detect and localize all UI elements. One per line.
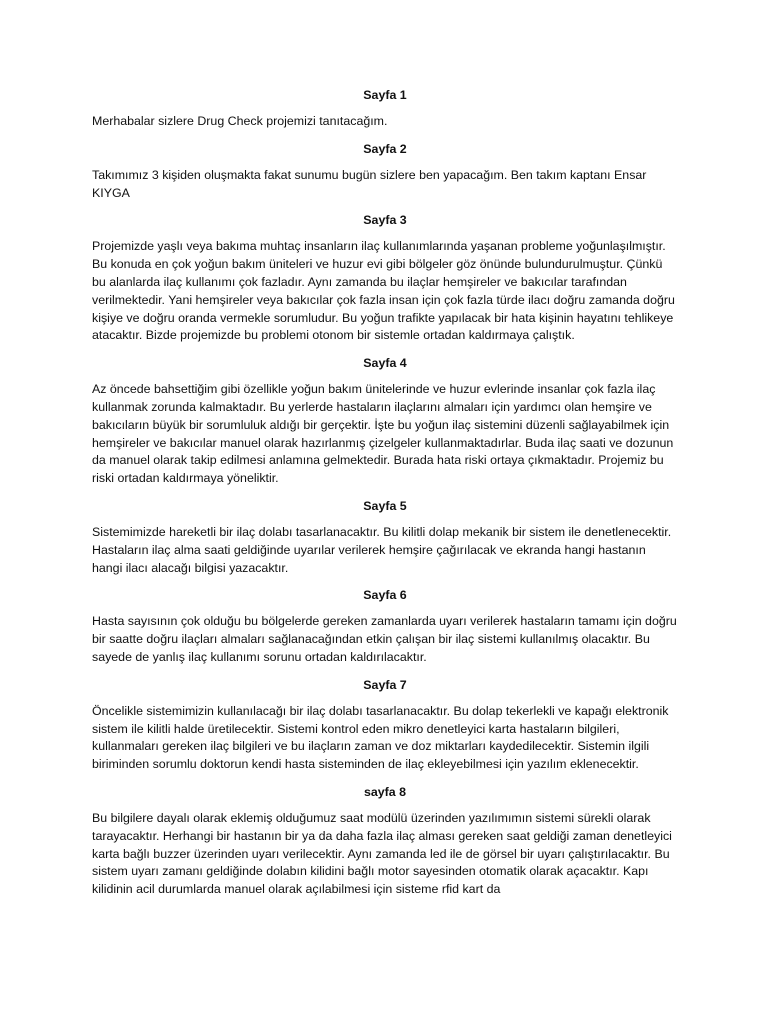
section-paragraph: Bu bilgilere dayalı olarak eklemiş olduğumuz saat modülü üzerinden yazılımımın sistemi sürekli olarak tarayacaktır. Herhangi bir hastanın bir ya da daha fazla ilaç alması gereken saat geldiği zaman denetleyici karta bağlı buzzer üzerinden uyarı verilecektir. Aynı zamanda led ile de görsel bir uyarı çalıştırılacaktır. Bu sistem uyarı zamanı geldiğinde dolabın kilidini bağlı motor sayesinden otomatik olarak açacaktır. Kapı kilidinin acil durumlarda manuel olarak açılabilmesi için sisteme rfid kart da (92, 810, 672, 897)
section-sayfa-4 (92, 354, 678, 488)
section-paragraph: Hasta sayısının çok olduğu bu bölgelerde gereken zamanlarda uyarı verilerek hastaların tamamı için doğru bir saatte doğru ilaçları almaları sağlanacağından etkin çalışan bir ilaç sistemi kullanılmış olacaktır. Bu sayede de yanlış ilaç kullanımı sorunu ortadan kaldırılacaktır. (92, 614, 677, 664)
section-heading: sayfa 8 (363, 784, 407, 799)
section-heading: Sayfa 6 (363, 588, 407, 603)
section-paragraph: Sistemimizde hareketli bir ilaç dolabı tasarlanacaktır. Bu kilitli dolap mekanik bir sistem ile denetlenecektir. Hastaların ilaç alma saati geldiğinde uyarılar verilerek hemşire çağırılacak ve ekranda hangi hastanın hangi ilacı alacağı bilgisi yazacaktır. (92, 524, 672, 575)
section-sayfa-1 (92, 86, 678, 131)
section-heading: Sayfa 4 (363, 356, 407, 371)
section-sayfa-7 (92, 676, 678, 774)
section-sayfa-8 (92, 783, 678, 899)
section-heading: Sayfa 2 (363, 141, 407, 156)
section-sayfa-5 (92, 497, 678, 577)
document-page (92, 86, 678, 908)
section-heading: Sayfa 3 (363, 213, 407, 228)
section-paragraph: Öncelikle sistemimizin kullanılacağı bir ilaç dolabı tasarlanacaktır. Bu dolap tekerlekli ve kapağı elektronik sistem ile kilitli halde üretilecektir. Sistemi kontrol eden mikro denetleyici karta hastaların bilgileri, kullanmaları gereken ilaç bilgileri ve bu ilaçların zaman ve doz miktarları kaydedilecektir. Sistemin ilgili biriminden sorumlu doktorun kendi hasta sisteminden de ilaç ekleyebilmesi için yazılım eklenecektir. (92, 703, 669, 772)
section-paragraph: Az öncede bahsettiğim gibi özellikle yoğun bakım ünitelerinde ve huzur evlerinde insanlar çok fazla ilaç kullanmak zorunda kalmaktadır. Bu yerlerde hastaların ilaçlarını almaları için yardımcı olan hemşire ve bakıcıların büyük bir sorumluluk aldığı bir gerçektir. İşte bu yoğun ilaç sistemini düzenli sağlayabilmek için hemşireler ve bakıcılar manuel olarak hazırlanmış çizelgeler kullanmaktadırlar. Buda ilaç saati ve dozunun da manuel olarak takip edilmesi anlamına gelmektedir. Burada hata riski ortaya çıkmaktadır. Projemiz bu riski ortadan kaldırmaya yöneliktir. (92, 382, 674, 486)
section-sayfa-6 (92, 586, 678, 666)
section-paragraph: Merhabalar sizlere Drug Check projemizi tanıtacağım. (92, 114, 388, 128)
section-paragraph: Takımımız 3 kişiden oluşmakta fakat sunumu bugün sizlere ben yapacağım. Ben takım kaptanı Ensar KIYGA (92, 167, 647, 200)
section-heading: Sayfa 5 (363, 498, 407, 513)
section-sayfa-3 (92, 211, 678, 345)
section-sayfa-2 (92, 140, 678, 203)
section-heading: Sayfa 7 (363, 677, 407, 692)
section-heading: Sayfa 1 (363, 88, 407, 102)
section-paragraph: Projemizde yaşlı veya bakıma muhtaç insanların ilaç kullanımlarında yaşanan probleme yoğunlaşılmıştır. Bu konuda en çok yoğun bakım üniteleri ve huzur evi gibi bölgeler göz önünde bulundurulmuştur. Çünkü bu alanlarda ilaç kullanımı çok fazladır. Aynı zamanda bu ilaçlar hemşireler ve bakıcılar tarafından verilmektedir. Yani hemşireler veya bakıcılar çok fazla insan için çok fazla türde ilacı doğru zamanda doğru kişiye ve doğru oranda vermekle sorumludur. Bu yoğun trafikte yapılacak bir hata kişinin hayatını tehlikeye atacaktır. Bizde projemizde bu problemi otonom bir sistemle ortadan kaldırmaya çalıştık. (92, 239, 675, 343)
